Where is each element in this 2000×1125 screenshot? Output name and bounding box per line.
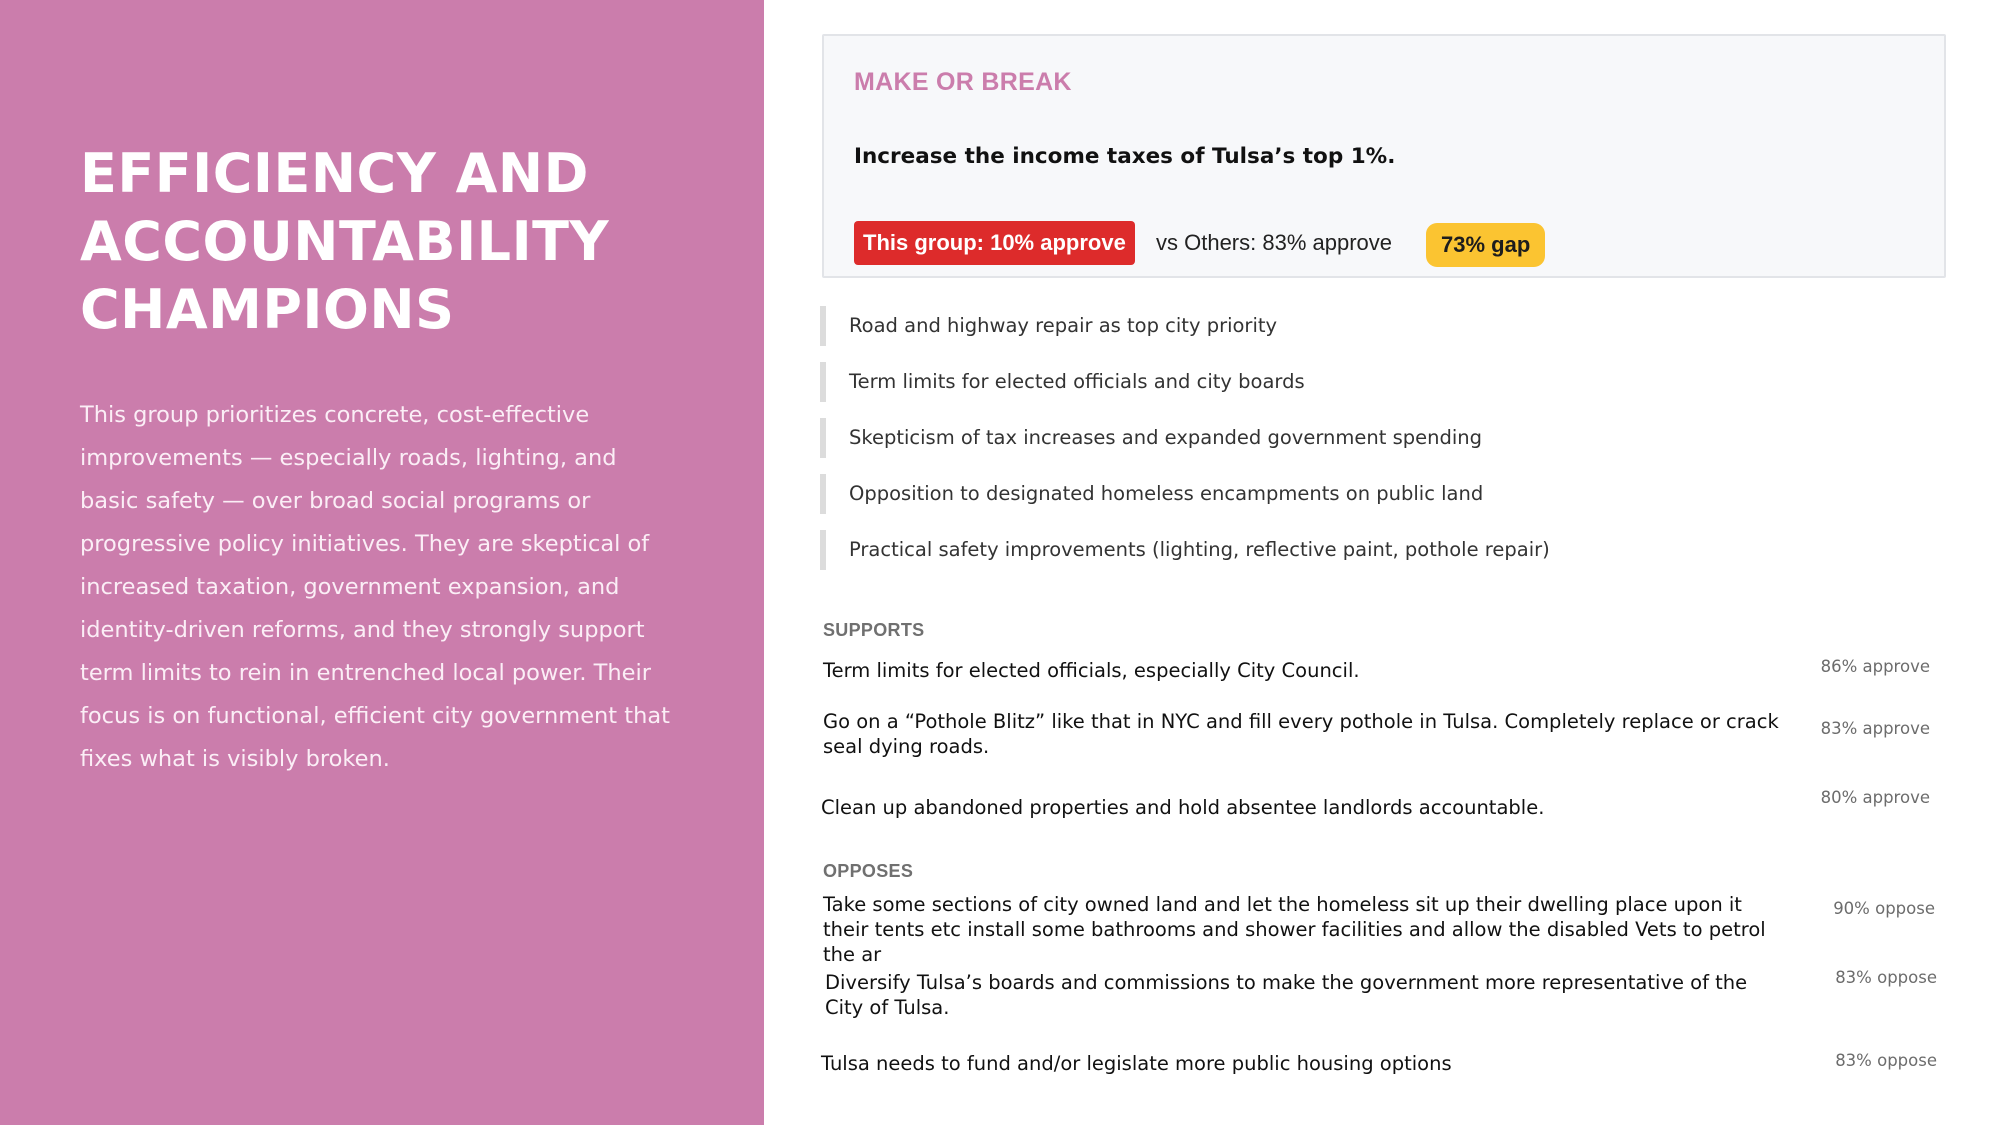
trait-item: Skepticism of tax increases and expanded government spending — [820, 418, 1720, 458]
others-approval-text: vs Others: 83% approve — [1156, 230, 1393, 255]
oppose-item-stat: 83% oppose — [1835, 1051, 1937, 1070]
make-or-break-card — [822, 34, 1946, 278]
oppose-item-text: Tulsa needs to fund and/or legislate more public housing options — [821, 1052, 1452, 1075]
oppose-item-stat: 83% oppose — [1835, 968, 1937, 987]
segment-description: This group prioritizes concrete, cost-effective improvements — especially roads, lighting, and basic safety — over broad social programs or progressive policy initiatives. They are skeptical of increased taxation, government expansion, and identity-driven reforms, and they strongly support term limits to rein in entrenched local power. Their focus is on functional, efficient city government that fixes what is visibly broken. — [80, 402, 670, 772]
segment-title: EFFICIENCY AND ACCOUNTABILITY CHAMPIONS — [80, 142, 610, 341]
support-item-stat: 80% approve — [1820, 788, 1930, 807]
support-item-text: Clean up abandoned properties and hold absentee landlords accountable. — [821, 796, 1545, 819]
support-item-text: Term limits for elected officials, especially City Council. — [823, 659, 1360, 682]
opposes-heading: OPPOSES — [823, 861, 914, 881]
make-or-break-heading: MAKE OR BREAK — [854, 68, 1072, 96]
oppose-item-stat: 90% oppose — [1833, 899, 1935, 918]
make-or-break-statement: Increase the income taxes of Tulsa’s top 1%. — [854, 144, 1396, 169]
oppose-item-text: Take some sections of city owned land and let the homeless sit up their dwelling place upon it their tents etc install some bathrooms and shower facilities and allow the disabled Vets to petrol the ar — [823, 893, 1766, 966]
group-approval-badge: This group: 10% approve — [854, 221, 1135, 265]
trait-item: Term limits for elected officials and city boards — [820, 362, 1720, 402]
gap-badge: 73% gap — [1426, 223, 1545, 267]
oppose-item-text: Diversify Tulsa’s boards and commissions to make the government more representative of the City of Tulsa. — [825, 971, 1748, 1019]
support-item-text: Go on a “Pothole Blitz” like that in NYC and fill every pothole in Tulsa. Completely replace or crack seal dying roads. — [823, 710, 1779, 758]
segment-panel — [0, 0, 764, 1125]
trait-item: Practical safety improvements (lighting, reflective paint, pothole repair) — [820, 530, 1720, 570]
trait-item: Opposition to designated homeless encampments on public land — [820, 474, 1720, 514]
trait-item: Road and highway repair as top city priority — [820, 306, 1720, 346]
supports-heading: SUPPORTS — [823, 620, 925, 640]
support-item-stat: 86% approve — [1820, 657, 1930, 676]
support-item-stat: 83% approve — [1820, 719, 1930, 738]
